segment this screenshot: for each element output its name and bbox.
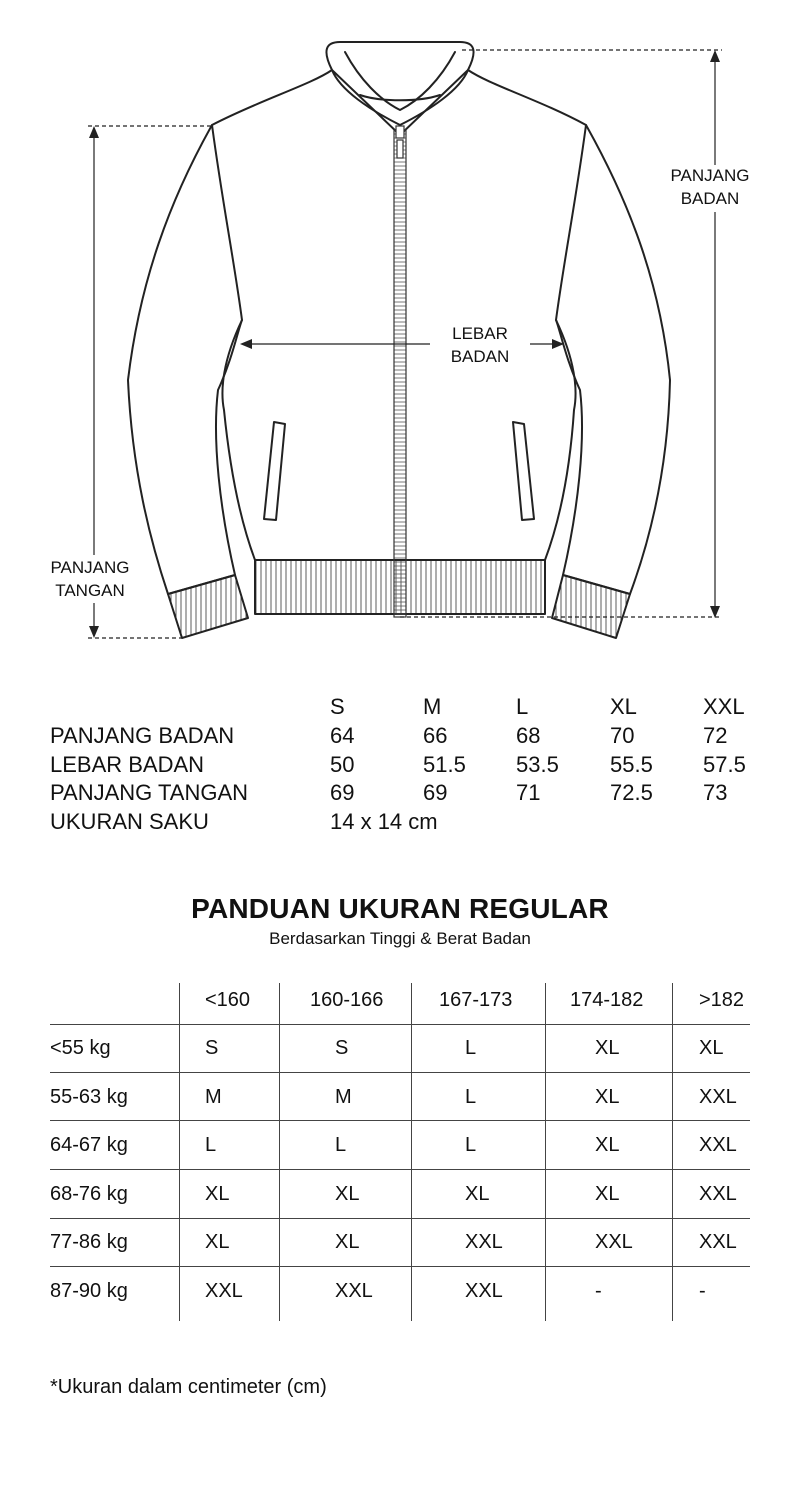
panjang-badan-line2: BADAN xyxy=(680,189,740,208)
guide-size-cell: XL xyxy=(595,1086,620,1108)
lebar-badan-line1: LEBAR xyxy=(452,324,508,343)
height-header: <160 xyxy=(205,989,251,1011)
measure-value: 68 xyxy=(516,723,541,748)
footnote: *Ukuran dalam centimeter (cm) xyxy=(50,1376,327,1398)
guide-size-cell: XXL xyxy=(699,1183,737,1205)
measure-value: 71 xyxy=(516,780,541,805)
panjang-tangan-label xyxy=(40,556,140,602)
guide-size-cell: XL xyxy=(205,1231,230,1253)
guide-size-cell: L xyxy=(335,1134,347,1156)
guide-size-cell: XXL xyxy=(205,1280,243,1302)
measure-value: 72 xyxy=(703,723,728,748)
measure-row-label: LEBAR BADAN xyxy=(50,752,205,777)
left-cuff xyxy=(168,575,248,638)
guide-size-cell: XL xyxy=(335,1183,360,1205)
lebar-badan-label xyxy=(430,322,530,368)
weight-label: 68-76 kg xyxy=(50,1183,128,1205)
measure-value: 57.5 xyxy=(703,752,746,777)
weight-label: <55 kg xyxy=(50,1037,111,1059)
grid-hline xyxy=(50,1024,750,1025)
grid-hline xyxy=(50,1266,750,1267)
guide-size-cell: L xyxy=(205,1134,217,1156)
left-pocket xyxy=(264,422,285,520)
guide-size-cell: L xyxy=(465,1086,477,1108)
guide-size-cell: M xyxy=(205,1086,222,1108)
weight-label: 55-63 kg xyxy=(50,1086,128,1108)
guide-size-cell: XXL xyxy=(699,1086,737,1108)
zipper xyxy=(394,130,406,617)
measure-value: 69 xyxy=(330,780,355,805)
grid-vline xyxy=(179,983,180,1321)
panjang-tangan-line2: TANGAN xyxy=(55,581,125,600)
measure-value: 55.5 xyxy=(610,752,653,777)
guide-size-cell: S xyxy=(335,1037,349,1059)
grid-hline xyxy=(50,1169,750,1170)
measure-value: 70 xyxy=(610,723,635,748)
guide-size-cell: S xyxy=(205,1037,219,1059)
height-header: 174-182 xyxy=(570,989,644,1011)
guide-subtitle: Berdasarkan Tinggi & Berat Badan xyxy=(269,929,531,948)
right-pocket xyxy=(513,422,534,520)
right-sleeve xyxy=(556,125,670,594)
panjang-badan-label xyxy=(660,164,760,210)
size-header: M xyxy=(423,694,442,719)
pocket-label: UKURAN SAKU xyxy=(50,809,209,834)
guide-size-cell: XL xyxy=(595,1037,620,1059)
guide-size-cell: XXL xyxy=(335,1280,373,1302)
size-header: XL xyxy=(610,694,637,719)
height-header: 167-173 xyxy=(439,989,513,1011)
guide-size-cell: XL xyxy=(595,1183,620,1205)
height-header: 160-166 xyxy=(310,989,384,1011)
guide-size-cell: - xyxy=(595,1280,602,1302)
guide-size-cell: XXL xyxy=(699,1231,737,1253)
guide-size-cell: XXL xyxy=(465,1231,503,1253)
weight-label: 64-67 kg xyxy=(50,1134,128,1156)
weight-label: 87-90 kg xyxy=(50,1280,128,1302)
measure-value: 53.5 xyxy=(516,752,559,777)
grid-vline xyxy=(672,983,673,1321)
measure-value: 69 xyxy=(423,780,448,805)
collar xyxy=(326,42,473,125)
height-header: >182 xyxy=(699,989,745,1011)
guide-size-cell: XXL xyxy=(595,1231,633,1253)
weight-label: 77-86 kg xyxy=(50,1231,128,1253)
measure-value: 50 xyxy=(330,752,355,777)
size-header: S xyxy=(330,694,345,719)
guide-size-cell: - xyxy=(699,1280,706,1302)
measure-value: 51.5 xyxy=(423,752,466,777)
guide-size-cell: XL xyxy=(335,1231,360,1253)
measure-row-label: PANJANG BADAN xyxy=(50,723,235,748)
guide-title: PANDUAN UKURAN REGULAR xyxy=(191,893,609,924)
measure-value: 73 xyxy=(703,780,728,805)
size-header: L xyxy=(516,694,529,719)
measure-value: 72.5 xyxy=(610,780,653,805)
panjang-badan-line1: PANJANG xyxy=(670,166,750,185)
guide-size-cell: XL xyxy=(205,1183,230,1205)
measure-row-label: PANJANG TANGAN xyxy=(50,780,249,805)
size-header: XXL xyxy=(703,694,745,719)
grid-vline xyxy=(545,983,546,1321)
grid-hline xyxy=(50,1072,750,1073)
grid-hline xyxy=(50,1120,750,1121)
grid-vline xyxy=(279,983,280,1321)
right-cuff xyxy=(552,575,630,638)
lebar-badan-line2: BADAN xyxy=(450,347,510,366)
measure-value: 66 xyxy=(423,723,448,748)
left-sleeve xyxy=(128,125,242,594)
grid-vline xyxy=(411,983,412,1321)
guide-size-cell: M xyxy=(335,1086,352,1108)
guide-size-cell: L xyxy=(465,1037,477,1059)
panjang-tangan-line1: PANJANG xyxy=(50,558,130,577)
guide-size-cell: L xyxy=(465,1134,477,1156)
pocket-value: 14 x 14 cm xyxy=(330,809,438,834)
grid-hline xyxy=(50,1218,750,1219)
measure-value: 64 xyxy=(330,723,355,748)
guide-size-cell: XXL xyxy=(699,1134,737,1156)
guide-size-cell: XL xyxy=(465,1183,490,1205)
guide-size-cell: XL xyxy=(699,1037,724,1059)
guide-size-cell: XXL xyxy=(465,1280,503,1302)
guide-size-cell: XL xyxy=(595,1134,620,1156)
